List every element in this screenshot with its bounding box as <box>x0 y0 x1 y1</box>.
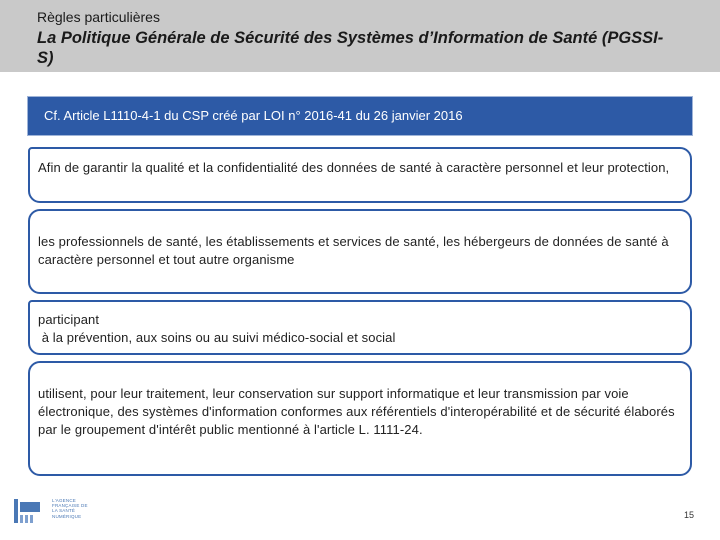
text-card-purpose <box>28 147 692 203</box>
slide-header <box>0 0 720 74</box>
card-text: utilisent, pour leur traitement, leur conservation sur support informatique et leur transmission par voie électronique, des systèmes d'information conformes aux référentiels d'interopérabilité et de sécurité élaborés par le groupement d'intérêt public mentionné à l'article L. 1111-24. <box>38 386 675 437</box>
text-card-obligation <box>28 361 692 476</box>
page-number: 15 <box>684 510 695 520</box>
legal-reference-box <box>28 97 692 135</box>
logo-text: L'AGENCE FRANÇAISE DE LA SANTÉ NUMÉRIQUE <box>52 498 88 519</box>
slide-title: La Politique Générale de Sécurité des Systèmes d’Information de Santé (PGSSI-S) <box>37 29 664 67</box>
text-card-participation <box>28 300 692 355</box>
card-text: Afin de garantir la qualité et la confidentialité des données de santé à caractère personnel et leur protection, <box>38 160 670 175</box>
card-text-line: à la prévention, aux soins ou au suivi médico-social et social <box>38 330 396 345</box>
card-text <box>38 311 680 347</box>
text-card-actors <box>28 209 692 294</box>
card-text-line: participant <box>38 312 100 327</box>
legal-reference-text: Cf. Article L1110-4-1 du CSP créé par LOI n° 2016-41 du 26 janvier 2016 <box>44 108 463 123</box>
card-text: les professionnels de santé, les établissements et services de santé, les hébergeurs de données de santé à caractère personnel et tout autre organisme <box>38 234 669 267</box>
asip-logo-icon <box>12 497 42 525</box>
section-label: Règles particulières <box>37 9 160 25</box>
asip-sante-logo <box>12 497 88 527</box>
